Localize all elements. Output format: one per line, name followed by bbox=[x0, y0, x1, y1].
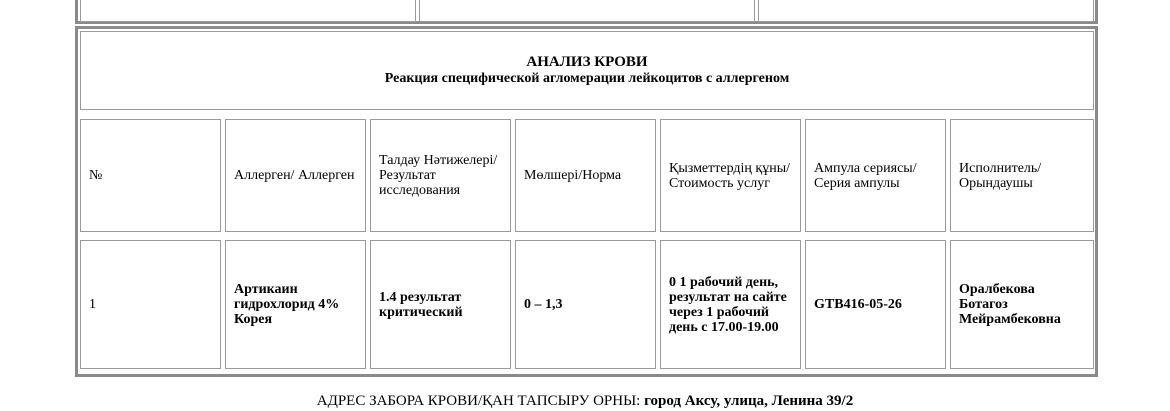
header-cell-cost: Қызметтердің құны/Стоимость услуг bbox=[660, 119, 801, 232]
row-number: 1 bbox=[80, 240, 221, 369]
header-cell-number: № bbox=[80, 119, 221, 232]
address-value: город Аксу, улица, Ленина 39/2 bbox=[644, 393, 854, 409]
header-cell-norm: Мөлшері/Норма bbox=[515, 119, 656, 232]
title-line-2: Реакция специфической агломерации лейкоцитов с аллергеном bbox=[384, 71, 790, 86]
address-label: АДРЕС ЗАБОРА КРОВИ/ҚАН ТАПСЫРУ ОРНЫ: bbox=[316, 393, 641, 409]
blood-collection-address bbox=[0, 392, 1170, 410]
previous-table-cell bbox=[419, 0, 755, 22]
row-norm: 0 – 1,3 bbox=[515, 240, 656, 369]
header-cell-executor: Исполнитель/ Орындаушы bbox=[950, 119, 1094, 232]
table-title bbox=[80, 31, 1094, 110]
header-cell-allergen: Аллерген/ Аллерген bbox=[225, 119, 366, 232]
row-result: 1.4 результат критический bbox=[370, 240, 511, 369]
header-cell-series: Ампула сериясы/ Серия ампулы bbox=[805, 119, 946, 232]
row-series: GTB416-05-26 bbox=[805, 240, 946, 369]
row-cost: 0 1 рабочий день, результат на сайте через 1 рабочий день с 17.00-19.00 bbox=[660, 240, 801, 369]
previous-table-cell bbox=[758, 0, 1094, 22]
previous-table-cell bbox=[80, 0, 416, 22]
title-line-1: АНАЛИЗ КРОВИ bbox=[526, 54, 648, 70]
row-executor: Оралбекова Ботагоз Мейрамбековна bbox=[950, 240, 1094, 369]
header-cell-result: Талдау Нәтижелері/ Результат исследования bbox=[370, 119, 511, 232]
row-allergen: Артикаин гидрохлорид 4% Корея bbox=[225, 240, 366, 369]
